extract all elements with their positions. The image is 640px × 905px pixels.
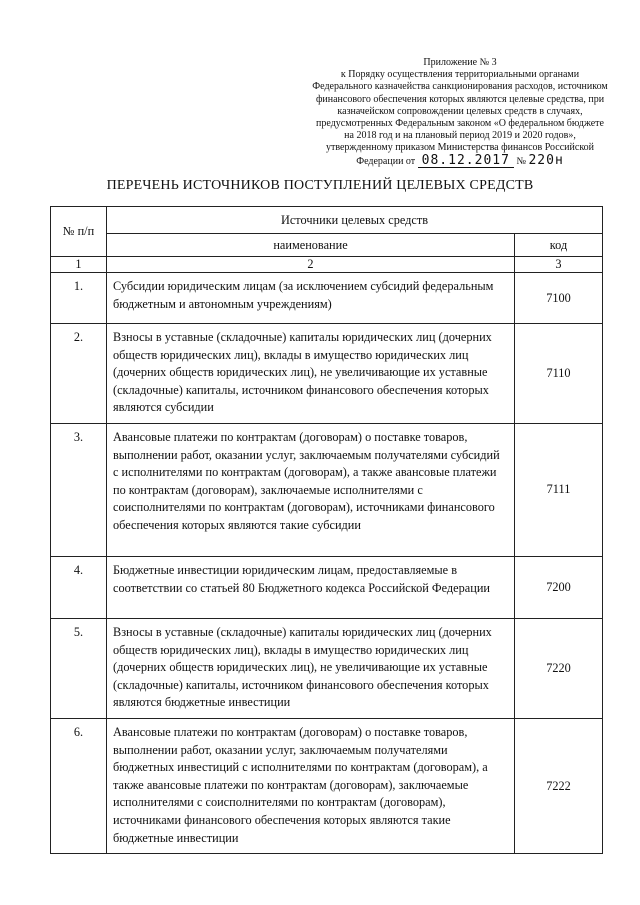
- row-name: Взносы в уставные (складочные) капиталы юридических лиц (дочерних обществ юридических лиц), вклады в имущество юридических лиц (дочерних обществ юридических лиц), не увеличивающие их уставные (складочные) капиталы, источником финансового обеспечения которых являются субсидии: [107, 324, 515, 424]
- colnum-2: 2: [107, 257, 515, 273]
- row-num: 5.: [51, 618, 107, 718]
- colnum-1: 1: [51, 257, 107, 273]
- row-name: Авансовые платежи по контрактам (договорам) о поставке товаров, выполнении работ, оказании услуг, заключаемым получателями субсидий с исполнителями по контрактам (договорам), а также авансовые платежи по контрактам (договорам), заключаемые исполнителями с соисполнителями по контрактам (договорам), источниками финансового обеспечения которых являются такие субсидии: [107, 423, 515, 556]
- appendix-line: утвержденному приказом Министерства финансов Российской: [325, 142, 595, 154]
- row-num: 3.: [51, 423, 107, 556]
- table-row: [51, 324, 603, 424]
- table-row: [51, 273, 603, 324]
- table-colnum-row: [51, 257, 603, 273]
- date-prefix: Федерации от: [356, 155, 416, 167]
- appendix-header: [300, 57, 620, 168]
- appendix-line: финансового обеспечения которых являются целевые средства, при: [315, 93, 605, 105]
- row-num: 2.: [51, 324, 107, 424]
- table-row: [51, 556, 603, 618]
- row-code: 7111: [515, 423, 603, 556]
- appendix-line: на 2018 год и на плановый период 2019 и 2020 годов»,: [344, 130, 576, 142]
- row-name: Авансовые платежи по контрактам (договорам) о поставке товаров, выполнении работ, оказании услуг, заключаемым получателями бюджетных инвестиций с исполнителями по контрактам (договорам), а также авансовые платежи по контрактам (договорам), заключаемые исполнителями с соисполнителями по контрактам (договорам), источниками финансового обеспечения которых являются такие бюджетные инвестиции: [107, 718, 515, 853]
- row-name: Субсидии юридическим лицам (за исключением субсидий федеральным бюджетным и автономным учреждениям): [107, 273, 515, 324]
- table-header-row: [51, 207, 603, 234]
- row-code: 7100: [515, 273, 603, 324]
- appendix-line: казначейском сопровождении целевых средств в случаях,: [337, 105, 583, 117]
- appendix-line: предусмотренных Федеральным законом «О федеральном бюджете: [316, 118, 604, 130]
- table-row: [51, 618, 603, 718]
- page-title: ПЕРЕЧЕНЬ ИСТОЧНИКОВ ПОСТУПЛЕНИЙ ЦЕЛЕВЫХ СРЕДСТВ: [106, 178, 534, 193]
- appendix-date-line: [300, 152, 620, 168]
- header-code: код: [515, 234, 603, 257]
- row-name: Бюджетные инвестиции юридическим лицам, предоставляемые в соответствии со статьей 80 Бюджетного кодекса Российской Федерации: [107, 556, 515, 618]
- row-code: 7110: [515, 324, 603, 424]
- row-code: 7222: [515, 718, 603, 853]
- row-code: 7220: [515, 618, 603, 718]
- appendix-line: Федерального казначейства санкционирования расходов, источником: [312, 81, 608, 93]
- row-name: Взносы в уставные (складочные) капиталы юридических лиц (дочерних обществ юридических лиц), вклады в имущество юридических лиц (дочерних обществ юридических лиц), не увеличивающие их уставные (складочные) капиталы, источником финансового обеспечения которых являются бюджетные инвестиции: [107, 618, 515, 718]
- colnum-3: 3: [515, 257, 603, 273]
- number-label: №: [516, 155, 526, 167]
- appendix-line: к Порядку осуществления территориальными органами: [340, 69, 580, 81]
- table-row: [51, 423, 603, 556]
- appendix-line: Приложение № 3: [423, 57, 497, 68]
- table-row: [51, 718, 603, 853]
- order-number: 220н: [528, 152, 564, 168]
- row-num: 6.: [51, 718, 107, 853]
- order-date: 08.12.2017: [418, 155, 514, 168]
- header-sources: Источники целевых средств: [107, 207, 603, 234]
- row-code: 7200: [515, 556, 603, 618]
- sources-table: [50, 206, 603, 854]
- header-name: наименование: [107, 234, 515, 257]
- row-num: 4.: [51, 556, 107, 618]
- header-num: № п/п: [51, 207, 107, 257]
- row-num: 1.: [51, 273, 107, 324]
- table-subheader-row: [51, 234, 603, 257]
